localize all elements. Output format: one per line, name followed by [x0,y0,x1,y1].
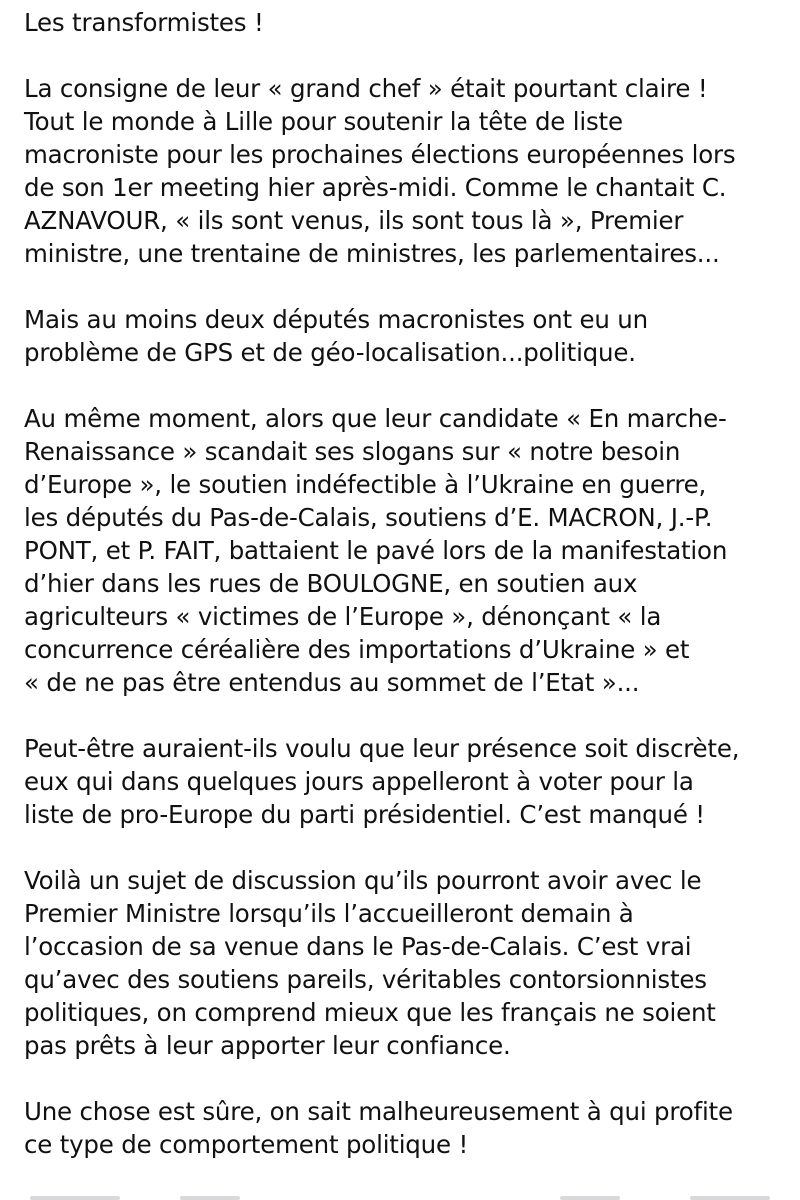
text-line: Peut-être auraient-ils voulu que leur présence soit discrète, [24,734,740,763]
note-title: Les transformistes ! [24,8,264,37]
text-line: PONT, et P. FAIT, battaient le pavé lors de la manifestation [24,536,728,565]
text-line: AZNAVOUR, « ils sont venus, ils sont tous là », Premier [24,206,684,235]
paragraph-2 [24,303,794,369]
toolbar-edge-segment [30,1196,120,1200]
text-line: l’occasion de sa venue dans le Pas-de-Calais. C’est vrai [24,932,692,961]
text-line: politiques, on comprend mieux que les français ne soient [24,998,716,1027]
text-line: macroniste pour les prochaines élections européennes lors [24,140,736,169]
text-line: ministre, une trentaine de ministres, les parlementaires... [24,239,720,268]
text-line: Tout le monde à Lille pour soutenir la tête de liste [24,107,623,136]
text-line: Premier Ministre lorsqu’ils l’accueilleront demain à [24,899,634,928]
text-line: problème de GPS et de géo-localisation...politique. [24,338,636,367]
text-line: Au même moment, alors que leur candidate « En marche- [24,404,727,433]
text-line: pas prêts à leur apporter leur confiance. [24,1031,511,1060]
text-line: eux qui dans quelques jours appelleront à voter pour la [24,767,694,796]
paragraph-5 [24,864,794,1062]
text-line: « de ne pas être entendus au sommet de l’Etat »... [24,668,640,697]
text-line: de son 1er meeting hier après-midi. Comme le chantait C. [24,173,727,202]
paragraph-4 [24,732,794,831]
paragraph-6 [24,1095,794,1161]
text-line: Renaissance » scandait ses slogans sur « notre besoin [24,437,681,466]
text-line: agriculteurs « victimes de l’Europe », dénonçant « la [24,602,662,631]
toolbar-edge-segment [560,1196,620,1200]
toolbar-edge-segment [690,1196,770,1200]
text-line: qu’avec des soutiens pareils, véritables contorsionnistes [24,965,707,994]
paragraph-1 [24,72,794,270]
text-line: ce type de comportement politique ! [24,1130,469,1159]
text-line: Mais au moins deux députés macronistes ont eu un [24,305,648,334]
text-line: d’Europe », le soutien indéfectible à l’Ukraine en guerre, [24,470,707,499]
paragraph-3 [24,402,794,699]
text-line: concurrence céréalière des importations d’Ukraine » et [24,635,690,664]
note-document [24,6,794,1194]
text-line: d’hier dans les rues de BOULOGNE, en soutien aux [24,569,638,598]
text-line: La consigne de leur « grand chef » était pourtant claire ! [24,74,708,103]
text-line: les députés du Pas-de-Calais, soutiens d’E. MACRON, J.-P. [24,503,713,532]
text-line: liste de pro-Europe du parti présidentiel. C’est manqué ! [24,800,705,829]
bottom-toolbar-edge [0,1192,800,1200]
text-line: Voilà un sujet de discussion qu’ils pourront avoir avec le [24,866,702,895]
toolbar-edge-segment [180,1196,240,1200]
text-line: Une chose est sûre, on sait malheureusement à qui profite [24,1097,733,1126]
note-title-paragraph [24,6,794,39]
